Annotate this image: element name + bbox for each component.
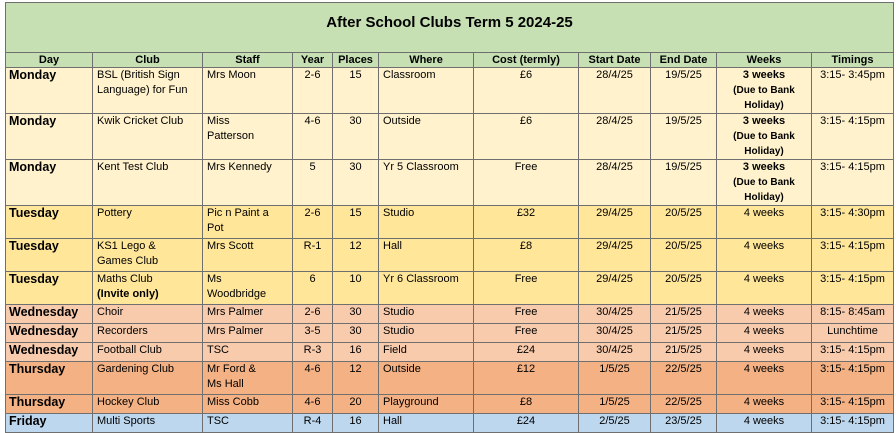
day-cell: Thursday bbox=[6, 395, 93, 414]
where-cell: Classroom bbox=[379, 68, 474, 114]
places-cell: 30 bbox=[333, 324, 379, 343]
staff-name-line: TSC bbox=[207, 344, 229, 356]
staff-cell bbox=[203, 324, 293, 343]
staff-name-line: Pot bbox=[207, 222, 224, 234]
weeks-cell bbox=[717, 206, 812, 239]
start-date-cell: 28/4/25 bbox=[579, 114, 651, 160]
staff-cell bbox=[203, 272, 293, 305]
table-row bbox=[6, 239, 894, 272]
club-cell bbox=[93, 206, 203, 239]
day-cell: Wednesday bbox=[6, 305, 93, 324]
weeks-note-line: (Due to Bank bbox=[733, 177, 795, 188]
year-cell: 6 bbox=[293, 272, 333, 305]
club-cell bbox=[93, 160, 203, 206]
weeks-cell bbox=[717, 395, 812, 414]
column-header: Staff bbox=[203, 53, 293, 68]
staff-name-line: Ms bbox=[207, 273, 222, 285]
club-cell bbox=[93, 414, 203, 433]
places-cell: 20 bbox=[333, 395, 379, 414]
club-name-line: Hockey Club bbox=[97, 396, 160, 408]
staff-name-line: Mrs Palmer bbox=[207, 325, 264, 337]
column-header: Where bbox=[379, 53, 474, 68]
table-row bbox=[6, 362, 894, 395]
weeks-cell bbox=[717, 68, 812, 114]
club-name-line: BSL (British Sign bbox=[97, 69, 180, 81]
places-cell: 30 bbox=[333, 114, 379, 160]
end-date-cell: 20/5/25 bbox=[651, 272, 717, 305]
staff-cell bbox=[203, 239, 293, 272]
staff-name-line: Patterson bbox=[207, 130, 255, 142]
column-header: Weeks bbox=[717, 53, 812, 68]
column-header-row bbox=[6, 53, 894, 68]
column-header: End Date bbox=[651, 53, 717, 68]
timing-cell: 3:15- 4:15pm bbox=[812, 362, 894, 395]
timing-cell: Lunchtime bbox=[812, 324, 894, 343]
weeks-value: 4 weeks bbox=[743, 240, 785, 252]
club-cell bbox=[93, 305, 203, 324]
start-date-cell: 28/4/25 bbox=[579, 160, 651, 206]
end-date-cell: 20/5/25 bbox=[651, 239, 717, 272]
places-cell: 15 bbox=[333, 68, 379, 114]
weeks-note-line: Holiday) bbox=[744, 146, 784, 157]
cost-cell: £8 bbox=[474, 395, 579, 414]
start-date-cell: 1/5/25 bbox=[579, 395, 651, 414]
timing-cell: 3:15- 4:15pm bbox=[812, 414, 894, 433]
club-cell bbox=[93, 343, 203, 362]
day-cell: Wednesday bbox=[6, 324, 93, 343]
weeks-value: 4 weeks bbox=[743, 415, 785, 427]
cost-cell: Free bbox=[474, 272, 579, 305]
weeks-value: 3 weeks bbox=[742, 69, 786, 81]
places-cell: 16 bbox=[333, 414, 379, 433]
start-date-cell: 1/5/25 bbox=[579, 362, 651, 395]
timing-cell: 3:15- 4:15pm bbox=[812, 395, 894, 414]
timing-cell: 8:15- 8:45am bbox=[812, 305, 894, 324]
end-date-cell: 21/5/25 bbox=[651, 324, 717, 343]
where-cell: Studio bbox=[379, 324, 474, 343]
weeks-value: 3 weeks bbox=[742, 161, 786, 173]
weeks-cell bbox=[717, 362, 812, 395]
weeks-value: 4 weeks bbox=[743, 363, 785, 375]
cost-cell: £6 bbox=[474, 114, 579, 160]
staff-name-line: Mr Ford & bbox=[207, 363, 256, 375]
end-date-cell: 21/5/25 bbox=[651, 305, 717, 324]
end-date-cell: 22/5/25 bbox=[651, 395, 717, 414]
club-name-line: Language) for Fun bbox=[97, 84, 188, 96]
cost-cell: £8 bbox=[474, 239, 579, 272]
weeks-note-line: (Due to Bank bbox=[733, 131, 795, 142]
year-cell: R-3 bbox=[293, 343, 333, 362]
weeks-value: 4 weeks bbox=[743, 207, 785, 219]
staff-name-line: Mrs Kennedy bbox=[207, 161, 272, 173]
timing-cell: 3:15- 4:15pm bbox=[812, 160, 894, 206]
weeks-cell bbox=[717, 239, 812, 272]
start-date-cell: 29/4/25 bbox=[579, 272, 651, 305]
weeks-cell bbox=[717, 114, 812, 160]
club-name-line: Kwik Cricket Club bbox=[97, 115, 184, 127]
staff-name-line: Miss Cobb bbox=[207, 396, 259, 408]
column-header: Timings bbox=[812, 53, 894, 68]
timing-cell: 3:15- 4:15pm bbox=[812, 272, 894, 305]
column-header: Cost (termly) bbox=[474, 53, 579, 68]
staff-cell bbox=[203, 395, 293, 414]
table-row bbox=[6, 324, 894, 343]
end-date-cell: 19/5/25 bbox=[651, 68, 717, 114]
weeks-value: 4 weeks bbox=[743, 273, 785, 285]
where-cell: Yr 5 Classroom bbox=[379, 160, 474, 206]
staff-name-line: Mrs Moon bbox=[207, 69, 256, 81]
weeks-note-line: Holiday) bbox=[744, 100, 784, 111]
staff-name-line: TSC bbox=[207, 415, 229, 427]
club-name-line: Maths Club bbox=[97, 273, 153, 285]
weeks-note-line: Holiday) bbox=[744, 192, 784, 203]
staff-cell bbox=[203, 414, 293, 433]
start-date-cell: 29/4/25 bbox=[579, 239, 651, 272]
staff-name-line: Ms Hall bbox=[207, 378, 244, 390]
end-date-cell: 19/5/25 bbox=[651, 160, 717, 206]
start-date-cell: 28/4/25 bbox=[579, 68, 651, 114]
cost-cell: £6 bbox=[474, 68, 579, 114]
weeks-value: 4 weeks bbox=[743, 306, 785, 318]
staff-cell bbox=[203, 160, 293, 206]
weeks-cell bbox=[717, 160, 812, 206]
staff-cell bbox=[203, 343, 293, 362]
club-cell bbox=[93, 239, 203, 272]
club-cell bbox=[93, 324, 203, 343]
start-date-cell: 30/4/25 bbox=[579, 343, 651, 362]
start-date-cell: 29/4/25 bbox=[579, 206, 651, 239]
staff-cell bbox=[203, 206, 293, 239]
year-cell: 3-5 bbox=[293, 324, 333, 343]
club-name-line: Choir bbox=[97, 306, 124, 318]
staff-cell bbox=[203, 114, 293, 160]
weeks-cell bbox=[717, 305, 812, 324]
table-row bbox=[6, 343, 894, 362]
club-name-line: Football Club bbox=[97, 344, 162, 356]
club-cell bbox=[93, 68, 203, 114]
timing-cell: 3:15- 4:15pm bbox=[812, 239, 894, 272]
where-cell: Yr 6 Classroom bbox=[379, 272, 474, 305]
day-cell: Monday bbox=[6, 68, 93, 114]
clubs-rows bbox=[6, 68, 894, 433]
column-header: Start Date bbox=[579, 53, 651, 68]
weeks-value: 4 weeks bbox=[743, 344, 785, 356]
staff-cell bbox=[203, 68, 293, 114]
table-row bbox=[6, 68, 894, 114]
year-cell: 5 bbox=[293, 160, 333, 206]
club-cell bbox=[93, 395, 203, 414]
where-cell: Hall bbox=[379, 414, 474, 433]
timing-cell: 3:15- 4:30pm bbox=[812, 206, 894, 239]
end-date-cell: 23/5/25 bbox=[651, 414, 717, 433]
cost-cell: Free bbox=[474, 324, 579, 343]
day-cell: Tuesday bbox=[6, 206, 93, 239]
timing-cell: 3:15- 3:45pm bbox=[812, 68, 894, 114]
clubs-sheet bbox=[5, 2, 893, 428]
timing-cell: 3:15- 4:15pm bbox=[812, 114, 894, 160]
club-name-line: Gardening Club bbox=[97, 363, 175, 375]
year-cell: 4-6 bbox=[293, 395, 333, 414]
weeks-value: 4 weeks bbox=[743, 325, 785, 337]
where-cell: Outside bbox=[379, 362, 474, 395]
weeks-cell bbox=[717, 343, 812, 362]
places-cell: 12 bbox=[333, 239, 379, 272]
day-cell: Wednesday bbox=[6, 343, 93, 362]
day-cell: Tuesday bbox=[6, 239, 93, 272]
column-header: Day bbox=[6, 53, 93, 68]
staff-cell bbox=[203, 362, 293, 395]
club-cell bbox=[93, 362, 203, 395]
places-cell: 10 bbox=[333, 272, 379, 305]
club-name-line: Recorders bbox=[97, 325, 148, 337]
staff-name-line: Mrs Palmer bbox=[207, 306, 264, 318]
weeks-value: 4 weeks bbox=[743, 396, 785, 408]
club-cell bbox=[93, 272, 203, 305]
year-cell: 4-6 bbox=[293, 114, 333, 160]
cost-cell: Free bbox=[474, 160, 579, 206]
table-row bbox=[6, 305, 894, 324]
club-name-line: Pottery bbox=[97, 207, 132, 219]
cost-cell: £24 bbox=[474, 343, 579, 362]
table-row bbox=[6, 414, 894, 433]
table-row bbox=[6, 206, 894, 239]
staff-name-line: Miss bbox=[207, 115, 230, 127]
weeks-note-line: (Due to Bank bbox=[733, 85, 795, 96]
clubs-table bbox=[5, 2, 894, 433]
places-cell: 30 bbox=[333, 160, 379, 206]
weeks-cell bbox=[717, 272, 812, 305]
cost-cell: £12 bbox=[474, 362, 579, 395]
weeks-value: 3 weeks bbox=[742, 115, 786, 127]
table-row bbox=[6, 395, 894, 414]
day-cell: Friday bbox=[6, 414, 93, 433]
end-date-cell: 21/5/25 bbox=[651, 343, 717, 362]
where-cell: Studio bbox=[379, 206, 474, 239]
staff-name-line: Mrs Scott bbox=[207, 240, 254, 252]
column-header: Places bbox=[333, 53, 379, 68]
table-row bbox=[6, 272, 894, 305]
year-cell: R-4 bbox=[293, 414, 333, 433]
places-cell: 16 bbox=[333, 343, 379, 362]
day-cell: Monday bbox=[6, 160, 93, 206]
day-cell: Tuesday bbox=[6, 272, 93, 305]
where-cell: Outside bbox=[379, 114, 474, 160]
places-cell: 15 bbox=[333, 206, 379, 239]
year-cell: 4-6 bbox=[293, 362, 333, 395]
end-date-cell: 20/5/25 bbox=[651, 206, 717, 239]
column-header: Club bbox=[93, 53, 203, 68]
end-date-cell: 19/5/25 bbox=[651, 114, 717, 160]
club-name-line: Kent Test Club bbox=[97, 161, 169, 173]
staff-name-line: Woodbridge bbox=[207, 288, 267, 300]
end-date-cell: 22/5/25 bbox=[651, 362, 717, 395]
where-cell: Playground bbox=[379, 395, 474, 414]
places-cell: 12 bbox=[333, 362, 379, 395]
cost-cell: £32 bbox=[474, 206, 579, 239]
start-date-cell: 30/4/25 bbox=[579, 324, 651, 343]
table-row bbox=[6, 160, 894, 206]
start-date-cell: 2/5/25 bbox=[579, 414, 651, 433]
where-cell: Hall bbox=[379, 239, 474, 272]
club-note: (Invite only) bbox=[97, 288, 159, 300]
sheet-title: After School Clubs Term 5 2024-25 bbox=[6, 3, 894, 53]
column-header: Year bbox=[293, 53, 333, 68]
places-cell: 30 bbox=[333, 305, 379, 324]
where-cell: Field bbox=[379, 343, 474, 362]
cost-cell: £24 bbox=[474, 414, 579, 433]
year-cell: 2-6 bbox=[293, 305, 333, 324]
table-row bbox=[6, 114, 894, 160]
day-cell: Thursday bbox=[6, 362, 93, 395]
where-cell: Studio bbox=[379, 305, 474, 324]
club-name-line: KS1 Lego & bbox=[97, 240, 156, 252]
day-cell: Monday bbox=[6, 114, 93, 160]
staff-name-line: Pic n Paint a bbox=[207, 207, 269, 219]
timing-cell: 3:15- 4:15pm bbox=[812, 343, 894, 362]
club-name-line: Games Club bbox=[97, 255, 159, 267]
year-cell: 2-6 bbox=[293, 206, 333, 239]
club-name-line: Multi Sports bbox=[97, 415, 156, 427]
weeks-cell bbox=[717, 324, 812, 343]
weeks-cell bbox=[717, 414, 812, 433]
cost-cell: Free bbox=[474, 305, 579, 324]
staff-cell bbox=[203, 305, 293, 324]
club-cell bbox=[93, 114, 203, 160]
start-date-cell: 30/4/25 bbox=[579, 305, 651, 324]
year-cell: 2-6 bbox=[293, 68, 333, 114]
year-cell: R-1 bbox=[293, 239, 333, 272]
